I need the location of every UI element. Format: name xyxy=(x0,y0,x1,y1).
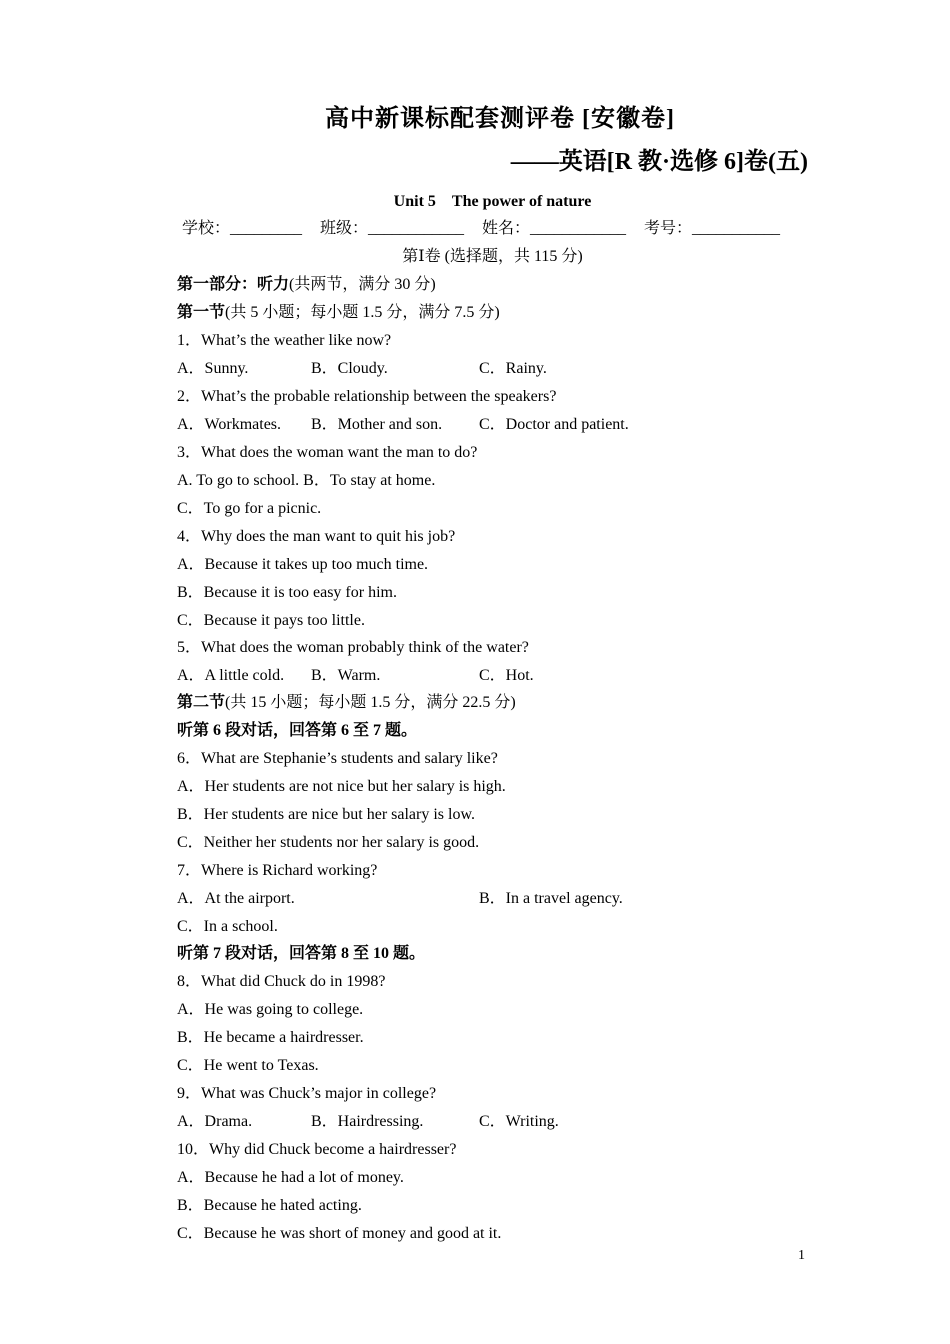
option-c[interactable]: C．In a school. xyxy=(177,918,278,935)
option-a[interactable]: A．Drama. xyxy=(177,1113,253,1130)
option-b[interactable]: B．Mother and son. xyxy=(311,416,443,433)
number-field[interactable]: 考号：___________ xyxy=(644,220,781,237)
option-c[interactable]: C．He went to Texas. xyxy=(177,1057,319,1074)
question-stem: 2．What’s the probable relationship between the speakers? xyxy=(177,388,557,405)
option-c[interactable]: C．Because he was short of money and good at it. xyxy=(177,1225,502,1242)
option-c[interactable]: C．Writing. xyxy=(479,1113,559,1130)
option-a[interactable]: A．Because it takes up too much time. xyxy=(177,556,429,573)
section1-heading-rest: (共 5 小题；每小题 1.5 分，满分 7.5 分) xyxy=(225,304,500,321)
class-field[interactable]: 班级：____________ xyxy=(320,220,465,237)
option-c[interactable]: C．Hot. xyxy=(479,667,534,684)
option-a[interactable]: A．Workmates. xyxy=(177,416,282,433)
section1-heading xyxy=(177,299,500,322)
question-stem: 4．Why does the man want to quit his job? xyxy=(177,528,456,545)
option-a[interactable]: A．A little cold. xyxy=(177,667,285,684)
part1-heading xyxy=(177,271,436,294)
question-stem: 9．What was Chuck’s major in college? xyxy=(177,1085,437,1102)
option-c[interactable]: C．Because it pays too little. xyxy=(177,612,365,629)
option-c[interactable]: C．Doctor and patient. xyxy=(479,416,629,433)
question-stem: 5．What does the woman probably think of the water? xyxy=(177,639,529,656)
option-a[interactable]: A．Because he had a lot of money. xyxy=(177,1169,404,1186)
section2-heading-bold: 第二节 xyxy=(177,694,226,711)
option-a[interactable]: A．At the airport. xyxy=(177,890,295,907)
dialog7-instruction: 听第 7 段对话，回答第 8 至 10 题。 xyxy=(177,945,426,962)
exam-subtitle: ——英语[R 教·选修 6]卷(五) xyxy=(510,149,808,175)
option-b[interactable]: B．Because he hated acting. xyxy=(177,1197,362,1214)
school-field[interactable]: 学校：_________ xyxy=(182,220,303,237)
option-c[interactable]: C．Neither her students nor her salary is good. xyxy=(177,834,480,851)
option-c[interactable]: C．Rainy. xyxy=(479,360,547,377)
exam-title: 高中新课标配套测评卷 [安徽卷] xyxy=(325,106,675,132)
option-a[interactable]: A．He was going to college. xyxy=(177,1001,364,1018)
option-a[interactable]: A．Sunny. xyxy=(177,360,249,377)
section2-heading-rest: (共 15 小题；每小题 1.5 分，满分 22.5 分) xyxy=(225,694,516,711)
part1-heading-rest: (共两节，满分 30 分) xyxy=(289,276,436,293)
question-stem: 1．What’s the weather like now? xyxy=(177,332,392,349)
student-info-row xyxy=(182,215,798,238)
option-b[interactable]: B．Hairdressing. xyxy=(311,1113,424,1130)
part1-heading-bold: 第一部分：听力 xyxy=(177,276,290,293)
option-b[interactable]: B．He became a hairdresser. xyxy=(177,1029,364,1046)
unit-title: Unit 5 The power of nature xyxy=(393,193,592,210)
option-a[interactable]: A．Her students are not nice but her salary is high. xyxy=(177,778,506,795)
section2-heading xyxy=(177,689,516,712)
dialog6-instruction: 听第 6 段对话，回答第 6 至 7 题。 xyxy=(177,722,418,739)
option-b[interactable]: B．Warm. xyxy=(311,667,381,684)
option-b[interactable]: B．Because it is too easy for him. xyxy=(177,584,397,601)
option-a-b[interactable]: A. To go to school. B．To stay at home. xyxy=(177,472,436,489)
section1-heading-bold: 第一节 xyxy=(177,304,226,321)
option-b[interactable]: B．Her students are nice but her salary is low. xyxy=(177,806,475,823)
option-b[interactable]: B．Cloudy. xyxy=(311,360,388,377)
page-number: 1 xyxy=(798,1248,805,1263)
question-stem: 10．Why did Chuck become a hairdresser? xyxy=(177,1141,457,1158)
option-b[interactable]: B．In a travel agency. xyxy=(479,890,623,907)
name-field[interactable]: 姓名：____________ xyxy=(482,220,627,237)
question-stem: 8．What did Chuck do in 1998? xyxy=(177,973,386,990)
question-stem: 3．What does the woman want the man to do? xyxy=(177,444,478,461)
volume-heading: 第Ⅰ卷 (选择题，共 115 分) xyxy=(402,248,583,265)
option-c[interactable]: C．To go for a picnic. xyxy=(177,500,322,517)
question-stem: 6．What are Stephanie’s students and salary like? xyxy=(177,750,498,767)
question-stem: 7．Where is Richard working? xyxy=(177,862,378,879)
